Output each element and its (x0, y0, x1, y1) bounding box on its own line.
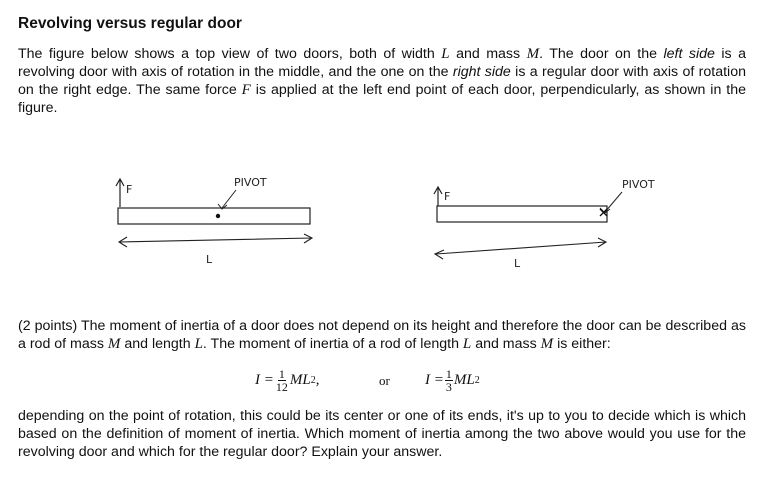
left-door-diagram (116, 176, 312, 266)
left-force-label: F (126, 183, 133, 196)
moment-of-inertia-formulas (255, 362, 555, 398)
right-pivot-label: PIVOT (622, 178, 655, 191)
right-length-label: L (514, 257, 521, 270)
left-length-arrow (119, 234, 312, 247)
left-length-label: L (206, 253, 213, 266)
right-force-arrow (434, 187, 442, 206)
right-force-label: F (444, 190, 451, 203)
fraction-one-twelfth: $\frac{1}{12}$ (275, 366, 288, 394)
problem-title: Revolving versus regular door (18, 15, 242, 32)
right-length-arrow (435, 238, 606, 259)
closing-paragraph: depending on the point of rotation, this could be its center or one of its ends, it's up to you to decide which is which based on the definition of moment of inertia. Which moment of inertia among the two above would you use for the revolving door and which for the regular door? Explain your answer. (18, 408, 746, 460)
fraction-one-third: $\frac{1}{3}$ (445, 366, 452, 394)
left-door-bar (118, 208, 310, 224)
doors-figure (0, 160, 767, 280)
right-door-diagram (434, 178, 655, 270)
question-paragraph: (2 points) The moment of inertia of a door does not depend on its height and therefore the door can be described as a rod of mass M and length L. The moment of inertia of a rod of length L and mass M is either: (18, 318, 746, 352)
left-pivot-label: PIVOT (234, 176, 267, 189)
left-force-arrow (116, 179, 124, 207)
right-pivot-pointer (600, 192, 622, 213)
formula-center: I = $\frac{1}{12}$ ML 2 , (255, 366, 320, 394)
formula-end: I = $\frac{1}{3}$ ML 2 (425, 366, 480, 394)
right-door-bar (437, 206, 607, 222)
formula-connector: or (379, 373, 390, 388)
left-pivot-dot (216, 214, 220, 218)
intro-paragraph: The figure below shows a top view of two doors, both of width L and mass M. The door on the left side is a revolving door with axis of rotation in the middle, and the one on the right side is a regular door with axis of rotation on the right edge. The same force F is applied at the left end point of each door, perpendicularly, as shown in the figure. (18, 46, 746, 116)
left-pivot-pointer (218, 190, 236, 209)
